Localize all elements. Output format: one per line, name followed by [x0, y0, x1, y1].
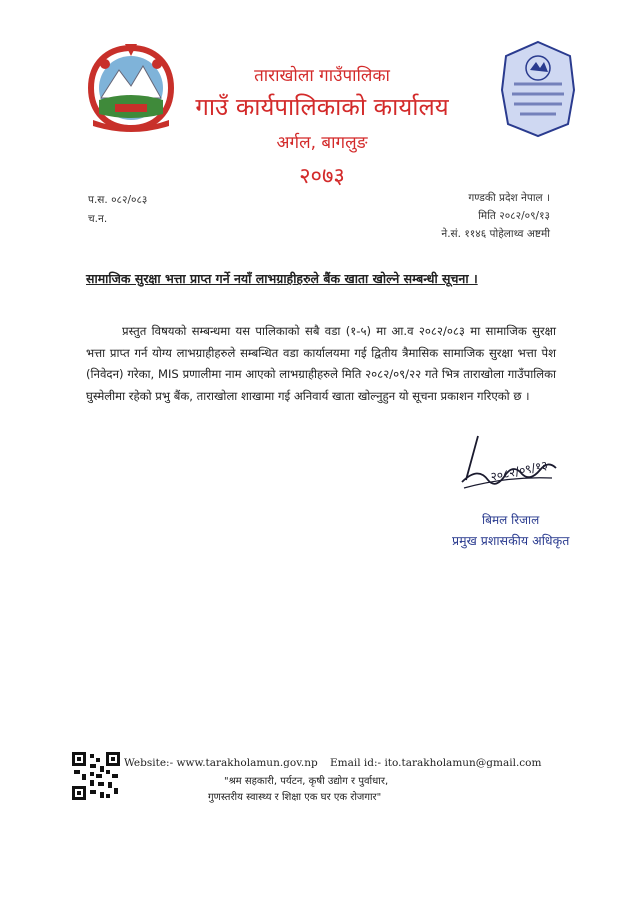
nepal-sambat-line: ने.सं. ११४६ पोहेलाथ्व अष्टमी	[441, 228, 550, 240]
date-line: मिति २०८२/०९/१३	[478, 210, 550, 222]
qr-code-icon	[72, 752, 120, 800]
office-name: गाउँ कार्यपालिकाको कार्यालय	[195, 93, 449, 121]
footer-email: Email id:- ito.tarakholamun@gmail.com	[330, 757, 542, 769]
footer-slogan-line1: "श्रम सहकारी, पर्यटन, कृषी उद्योग र पुर्वाधार,	[224, 776, 389, 787]
dispatch-number: च.न.	[88, 213, 108, 225]
notice-subject: सामाजिक सुरक्षा भत्ता प्राप्त गर्ने नयाँ लाभग्राहीहरुले बैंक खाता खोल्ने सम्बन्धी सूचना ।	[86, 271, 478, 286]
signatory-title: प्रमुख प्रशासकीय अधिकृत	[452, 533, 570, 548]
footer-website: Website:- www.tarakholamun.gov.np	[124, 757, 318, 769]
municipality-name: ताराखोला गाउँपालिका	[254, 66, 390, 86]
province-line: गण्डकी प्रदेश नेपाल ।	[468, 192, 550, 204]
signatory-name: बिमल रिजाल	[482, 513, 540, 527]
established-year: २०७३	[299, 164, 345, 189]
footer-slogan-line2: गुणस्तरीय स्वास्थ्य र शिक्षा एक घर एक रोजगार"	[208, 792, 382, 803]
signature-date: २०८२/०९/१३	[489, 458, 549, 484]
notice-body: प्रस्तुत विषयको सम्बन्धमा यस पालिकाको सबै वडा (१-५) मा आ.व २०८२/०८३ मा सामाजिक सुरक्षा भत्ता प्राप्त गर्न योग्य लाभग्राहीहरुले सम्बन्धित वडा कार्यालयमा गई द्वितीय त्रैमासिक सामाजिक सुरक्षा भत्ता पेश (निवेदन) गरेका, MIS प्रणालीमा नाम आएको लाभग्राहीहरुले मिति २०८२/०९/२२ गते भित्र ताराखोला गाउँपालिका घुस्मेलीमा रहेको प्रभु बैंक, ताराखोला शाखामा गई अनिवार्य खाता खोल्नुहुन यो सूचना प्रकाशन गरिएको छ ।	[86, 324, 556, 403]
reference-number: प.स. ०८२/०८३	[88, 194, 148, 206]
office-stamp	[498, 38, 578, 138]
stamp-seal-icon	[498, 38, 578, 138]
office-address: अर्गल, बागलुङ	[276, 133, 368, 153]
